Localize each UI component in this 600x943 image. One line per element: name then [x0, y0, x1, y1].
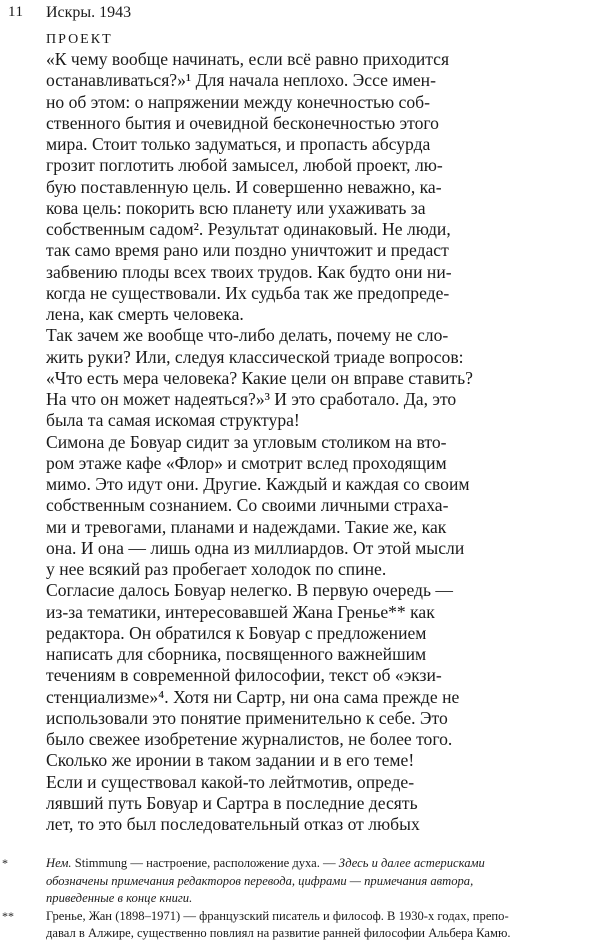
body-line: когда не существовали. Их судьба так же предопреде-	[46, 282, 450, 303]
body-line: кова цель: покорить всю планету или ухаживать за	[46, 197, 426, 218]
footnote-line	[0, 855, 600, 873]
body-line: останавливаться?»¹ Для начала неплохо. Эссе имен-	[46, 70, 436, 91]
footnote-line	[0, 873, 600, 891]
page-number: 11	[8, 4, 24, 20]
footnote-text: Нем. Stimmung — настроение, расположение духа. — Здесь и далее астерисками	[46, 856, 485, 870]
footnote-line	[0, 925, 600, 943]
footnote-line	[0, 890, 600, 908]
body-line: Симона де Бовуар сидит за угловым столиком на вто-	[46, 431, 447, 452]
body-line: редактора. Он обратился к Бовуар с предложением	[46, 622, 427, 643]
body-line: из-за тематики, интересовавшей Жана Гренье** как	[46, 601, 435, 622]
section-label: ПРОЕКТ	[46, 32, 113, 47]
body-line: написать для сборника, посвященного важнейшим	[46, 644, 427, 664]
body-line: «Что есть мера человека? Какие цели он вправе ставить?	[46, 367, 473, 388]
footnote-text: обозначены примечания редакторов перевода, цифрами — примечания автора,	[46, 873, 474, 888]
body-line: ром этаже кафе «Флор» и смотрит вслед проходящим	[46, 452, 447, 473]
footnote-mark: **	[2, 908, 14, 923]
footnote-line	[0, 908, 600, 926]
body-line: лена, как смерть человека.	[46, 304, 244, 324]
body-line: была та самая искомая структура!	[46, 410, 300, 431]
body-line: мимо. Это идут они. Другие. Каждый и каждая со своим	[46, 474, 470, 494]
body-line: Согласие далось Бовуар нелегко. В первую очередь —	[46, 580, 454, 601]
body-line: собственным садом². Результат одинаковый. Не люди,	[46, 219, 451, 239]
body-line: ственного бытия и очевидной бесконечностью этого	[46, 112, 439, 133]
running-title: Искры. 1943	[46, 4, 132, 21]
body-line: Если и существовал какой-то лейтмотив, опреде-	[46, 771, 415, 792]
body-line: использовали это понятие применительно к себе. Это	[46, 707, 448, 728]
body-line: у нее всякий раз пробегает холодок по спине.	[46, 559, 387, 579]
body-line: Сколько же иронии в таком задании и в его теме!	[46, 750, 415, 771]
body-line: течениям в современной философии, текст об «экзи-	[46, 665, 442, 686]
body-line: собственным сознанием. Со своими личными страха-	[46, 495, 449, 516]
body-line: она. И она — лишь одна из миллиардов. От этой мысли	[46, 537, 465, 558]
footnote-text: Гренье, Жан (1898–1971) — французский писатель и философ. В 1930-х годах, препо-	[46, 908, 509, 923]
body-text	[46, 49, 586, 835]
body-line: так само время рано или поздно уничтожит и предаст	[46, 240, 449, 261]
body-line: ми и тревогами, планами и надеждами. Такие же, как	[46, 516, 447, 537]
body-line: На что он может надеяться?»³ И это сработало. Да, это	[46, 389, 457, 409]
body-line: но об этом: о напряжении между конечностью соб-	[46, 91, 430, 112]
body-line: «К чему вообще начинать, если всё равно приходится	[46, 49, 450, 69]
body-line: забвению плоды всех твоих трудов. Как будто они ни-	[46, 261, 452, 282]
footnote-text: приведенные в конце книги.	[46, 891, 193, 905]
body-line: мира. Стоит только задуматься, и пропасть абсурда	[46, 134, 431, 154]
footnote-text: давал в Алжире, существенно повлиял на развитие ранней философии Альбера Камю.	[46, 926, 511, 940]
body-line: грозит поглотить любой замысел, любой проект, лю-	[46, 155, 443, 176]
body-line: жить руки? Или, следуя классической триаде вопросов:	[46, 346, 464, 367]
body-line: Так зачем же вообще что-либо делать, почему не сло-	[46, 325, 449, 346]
body-line: лявший путь Бовуар и Сартра в последние десять	[46, 792, 418, 813]
footnotes	[0, 855, 600, 943]
body-line: было свежее изобретение журналистов, не более того.	[46, 729, 453, 749]
body-line: бую поставленную цель. И совершенно неважно, ка-	[46, 176, 442, 197]
footnote-mark: *	[2, 856, 8, 870]
body-line: лет, то это был последовательный отказ от любых	[46, 814, 420, 834]
body-line: стенциализме»⁴. Хотя ни Сартр, ни она сама прежде не	[46, 686, 460, 707]
